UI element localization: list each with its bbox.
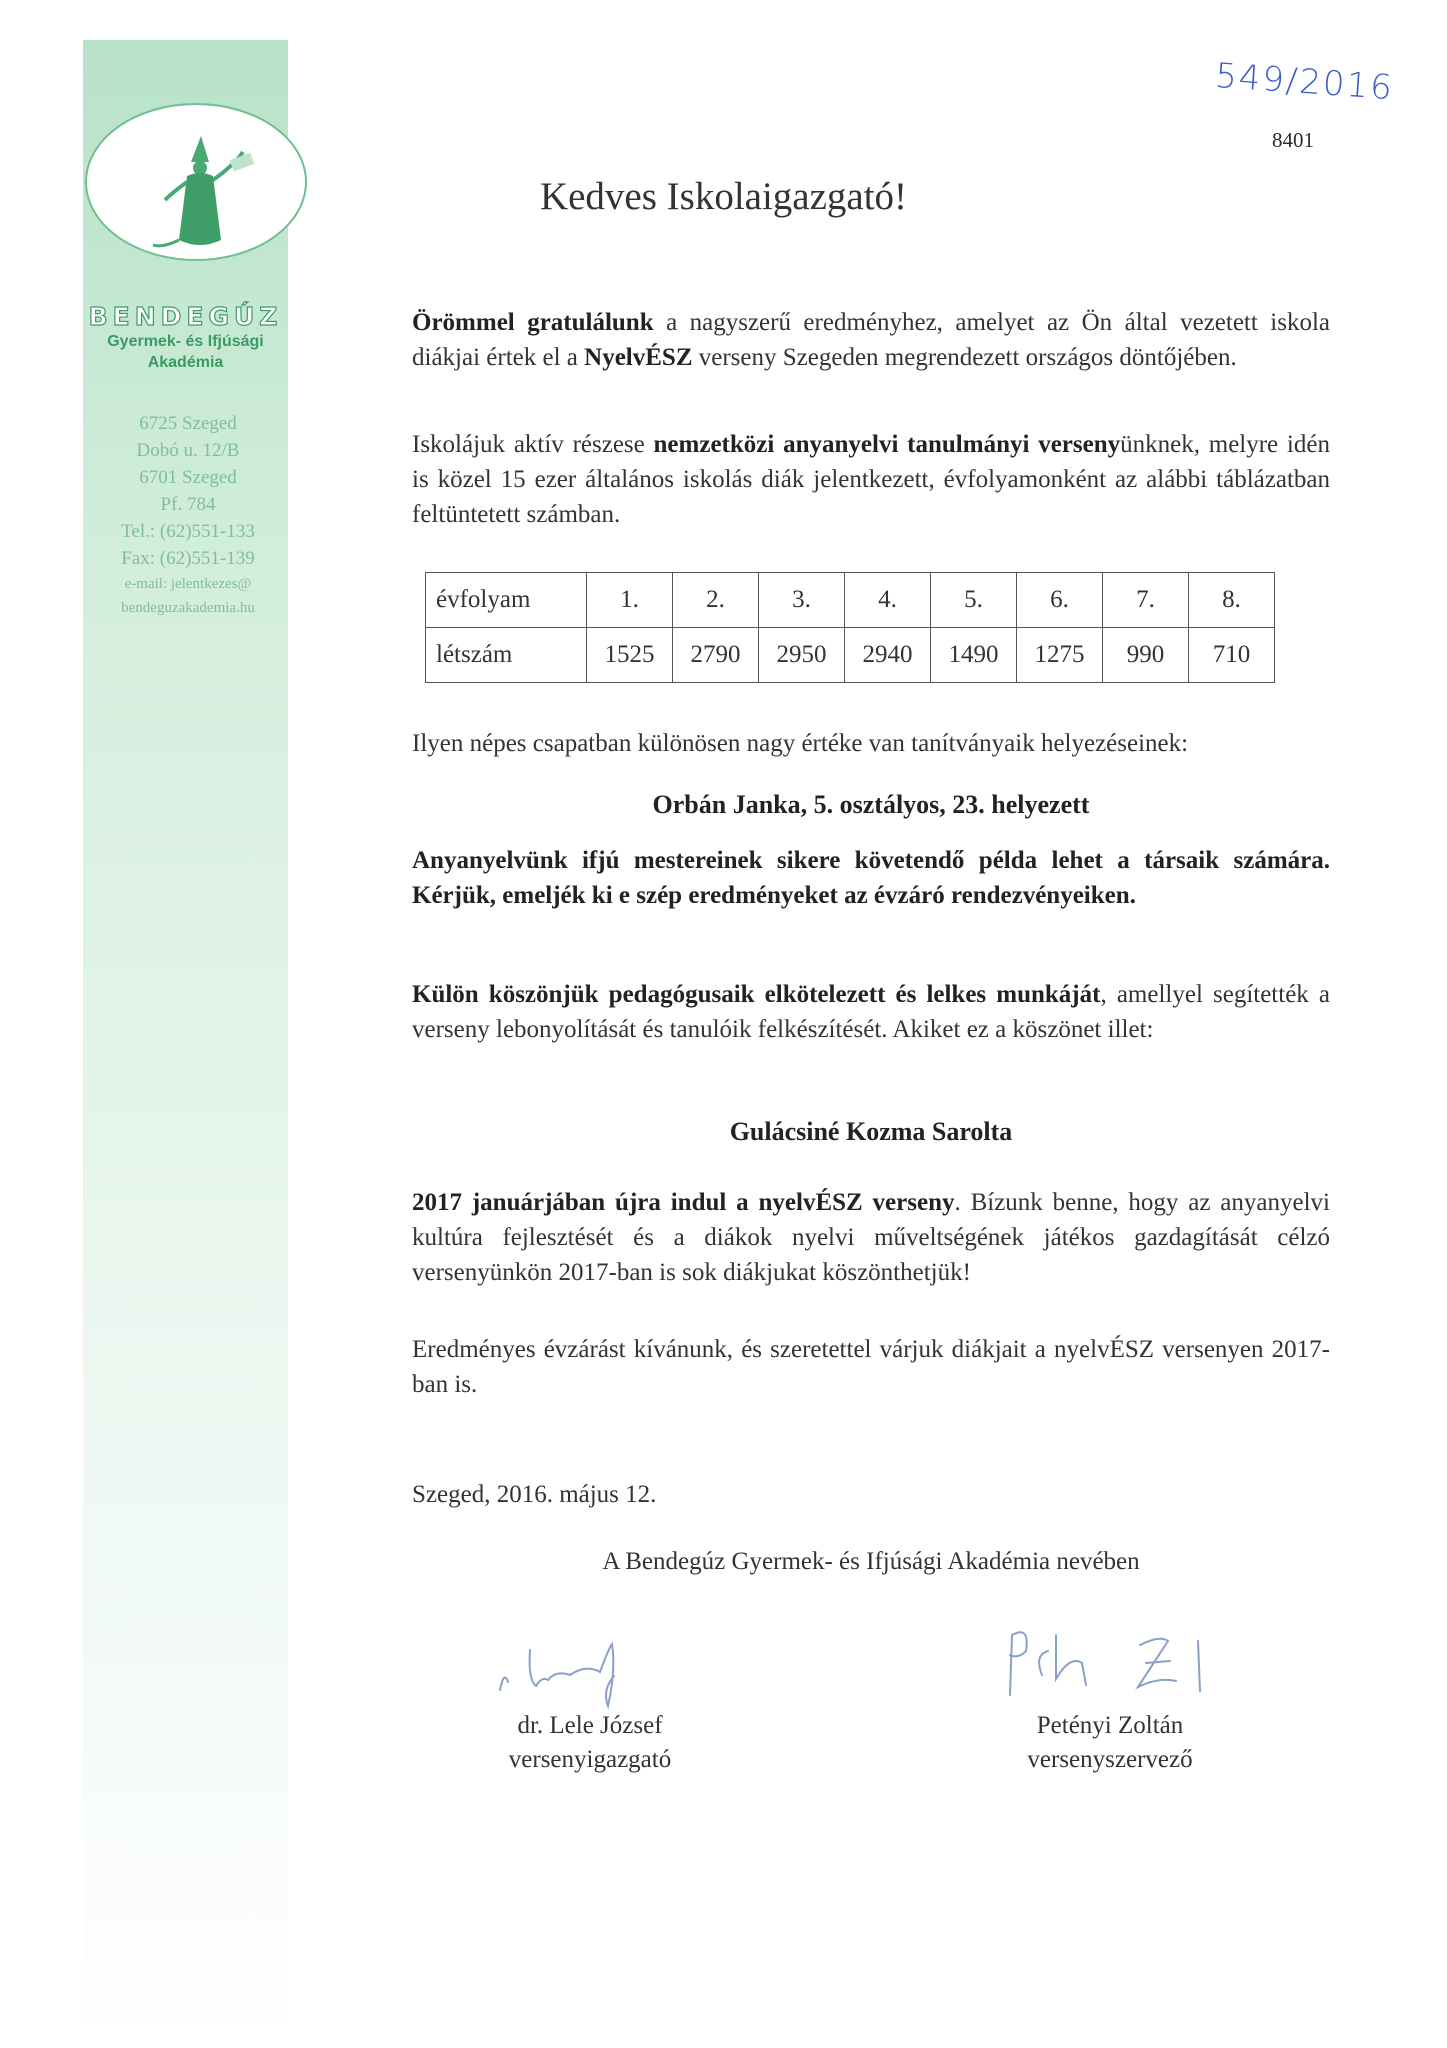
signatory-left (470, 1709, 710, 1777)
signatory-title: versenyigazgató (508, 1746, 672, 1773)
registration-number: 8401 (1272, 128, 1314, 152)
count-cell: 2940 (845, 628, 931, 683)
signature-lele (490, 1620, 710, 1710)
bold-text: nemzetközi anyanyelvi tanulmányi verseny (653, 431, 1121, 458)
grade-cell: 6. (1017, 573, 1103, 628)
bold-text: 2017 januárjában újra indul a nyelvÉSZ verseny (412, 1189, 955, 1216)
participants-table (425, 572, 1275, 683)
body-text: verseny Szegeden megrendezett országos döntőjében. (692, 344, 1237, 371)
signatory-right (990, 1709, 1230, 1777)
signatory-name: dr. Lele József (517, 1712, 663, 1739)
email-line-1: e-mail: jelentkezes@ (124, 576, 252, 592)
address-line: Dobó u. 12/B (136, 440, 240, 461)
bold-text: Külön köszönjük pedagógusaik elkötelezett és lelkes munkáját (412, 981, 1101, 1008)
fax-line: Fax: (62)551-139 (121, 548, 255, 569)
brand-block (83, 302, 288, 373)
body-text: ünknek, melyre idén is közel 15 ezer általános iskolás diák jelentkezett, évfolyamonként az alábbi táblázatban feltüntetett számban. (412, 431, 1330, 528)
grade-cell: 2. (673, 573, 759, 628)
student-placement: Orbán Janka, 5. osztályos, 23. helyezett (652, 790, 1090, 819)
table-row (426, 573, 1275, 628)
table-row-label: létszám (426, 628, 587, 683)
paragraph-next-competition (412, 1185, 1330, 1290)
greeting: Kedves Iskolaigazgató! (539, 175, 908, 218)
phone-line: Tel.: (62)551-133 (121, 521, 255, 542)
email-line-2: bendeguzakademia.hu (121, 600, 255, 616)
on-behalf-line: A Bendegúz Gyermek- és Ifjúsági Akadémia nevében (602, 1548, 1140, 1575)
brand-name: BENDEGÚZ (88, 302, 283, 331)
address-line: 6725 Szeged (139, 413, 237, 434)
paragraph-thanks (412, 977, 1330, 1047)
body-text: a nagyszerű eredményhez, amelyet az Ön által vezetett iskola diákjai értek el a (412, 309, 1330, 371)
address-line: Pf. 784 (160, 494, 216, 515)
table-row-label: évfolyam (426, 573, 587, 628)
letterhead-sidebar (83, 40, 288, 2048)
paragraph-congratulation (412, 305, 1330, 375)
signatory-name: Petényi Zoltán (1036, 1712, 1184, 1739)
grade-cell: 3. (759, 573, 845, 628)
table-row (426, 628, 1275, 683)
handwritten-registration: 549/2016 (1213, 55, 1396, 109)
count-cell: 990 (1103, 628, 1189, 683)
paragraph-success: Anyanyelvünk ifjú mestereinek sikere követendő példa lehet a társaik számára. Kérjük, emeljék ki e szép eredményeket az évzáró rendezvényeiken. (412, 847, 1330, 909)
count-cell: 2790 (673, 628, 759, 683)
paragraph-placements: Ilyen népes csapatban különösen nagy értéke van tanítványaik helyezéseinek: (412, 730, 1189, 757)
count-cell: 1275 (1017, 628, 1103, 683)
count-cell: 710 (1189, 628, 1275, 683)
body-text: . Bízunk benne, hogy az anyanyelvi kultúra fejlesztését és a diákok nyelvi műveltségének játékos gazdagítását célzó versenyünkön 2017-ban is sok diákjukat köszönthetjük! (412, 1189, 1330, 1286)
grade-cell: 1. (587, 573, 673, 628)
brand-subtitle-1: Gyermek- és Ifjúsági (107, 333, 264, 350)
brand-subtitle-2: Akadémia (147, 354, 224, 371)
address-block (83, 410, 293, 620)
count-cell: 1525 (587, 628, 673, 683)
paragraph-closing: Eredményes évzárást kívánunk, és szeretettel várjuk diákjait a nyelvÉSZ versenyen 2017-ban is. (412, 1336, 1330, 1398)
grade-cell: 4. (845, 573, 931, 628)
paragraph-participation (412, 427, 1330, 532)
signature-petenyi (990, 1615, 1240, 1705)
bold-text: NyelvÉSZ (584, 344, 693, 371)
address-line: 6701 Szeged (139, 467, 237, 488)
grade-cell: 7. (1103, 573, 1189, 628)
body-text: Iskolájuk aktív részese (412, 431, 654, 458)
teacher-name: Gulácsiné Kozma Sarolta (729, 1117, 1013, 1146)
signatory-title: versenyszervező (1027, 1746, 1193, 1773)
grade-cell: 5. (931, 573, 1017, 628)
grade-cell: 8. (1189, 573, 1275, 628)
count-cell: 2950 (759, 628, 845, 683)
count-cell: 1490 (931, 628, 1017, 683)
bold-text: Örömmel gratulálunk (412, 309, 654, 336)
date-line: Szeged, 2016. május 12. (412, 1481, 657, 1508)
body-text: , amellyel segítették a verseny lebonyolítását és tanulóik felkészítését. Akiket ez a köszönet illet: (412, 981, 1331, 1043)
